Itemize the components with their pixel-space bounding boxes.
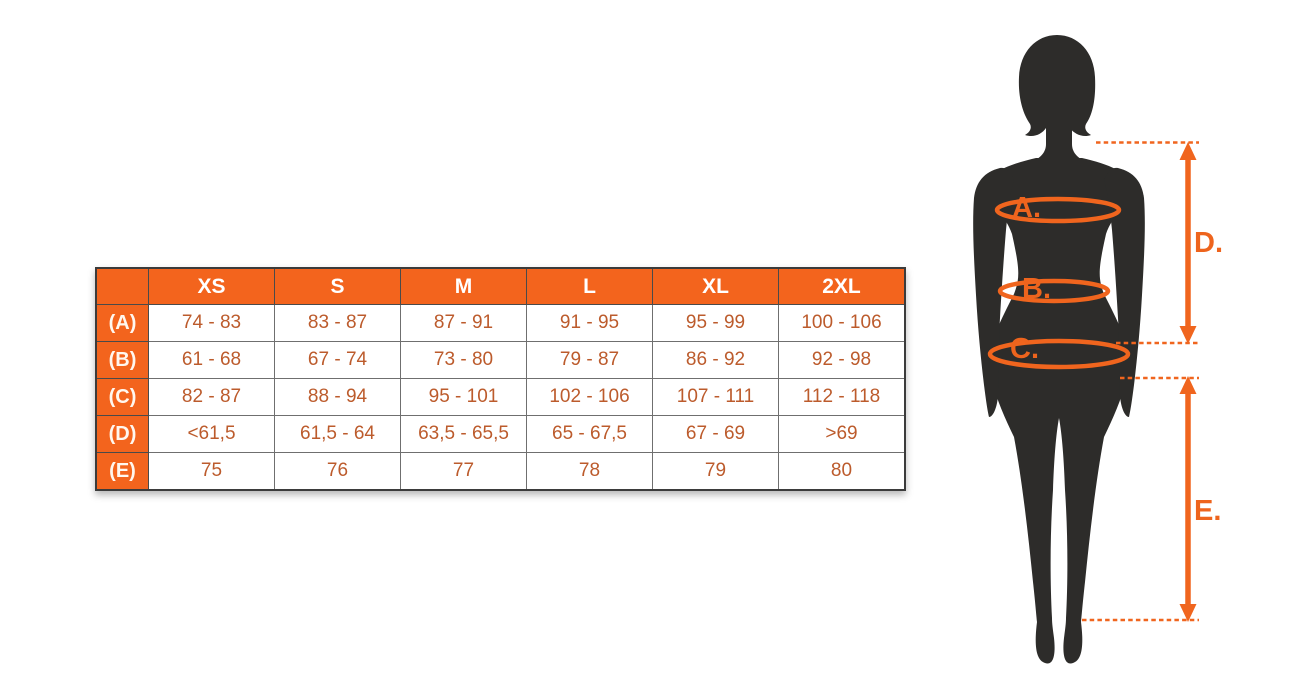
cell-e-s: 76 xyxy=(275,453,401,491)
cell-e-m: 77 xyxy=(401,453,527,491)
leg-length-label: E. xyxy=(1194,495,1222,527)
cell-d-xl: 67 - 69 xyxy=(653,416,779,453)
row-label-b: (B) xyxy=(96,342,149,379)
cell-e-l: 78 xyxy=(527,453,653,491)
cell-c-s: 88 - 94 xyxy=(275,379,401,416)
row-label-c: (C) xyxy=(96,379,149,416)
corner-cell xyxy=(96,268,149,305)
cell-b-2xl: 92 - 98 xyxy=(779,342,906,379)
cell-a-xs: 74 - 83 xyxy=(149,305,275,342)
hip-label: C. xyxy=(1010,333,1039,365)
col-header-xs: XS xyxy=(149,268,275,305)
bust-label: A. xyxy=(1012,192,1041,224)
row-label-e: (E) xyxy=(96,453,149,491)
cell-d-2xl: >69 xyxy=(779,416,906,453)
cell-e-xs: 75 xyxy=(149,453,275,491)
table-row-d xyxy=(96,416,905,453)
cell-a-2xl: 100 - 106 xyxy=(779,305,906,342)
back-length-label: D. xyxy=(1194,227,1223,259)
cell-c-2xl: 112 - 118 xyxy=(779,379,906,416)
cell-d-l: 65 - 67,5 xyxy=(527,416,653,453)
cell-c-l: 102 - 106 xyxy=(527,379,653,416)
col-header-s: S xyxy=(275,268,401,305)
table-row-a xyxy=(96,305,905,342)
col-header-2xl: 2XL xyxy=(779,268,906,305)
cell-d-s: 61,5 - 64 xyxy=(275,416,401,453)
table-row-c xyxy=(96,379,905,416)
cell-c-xl: 107 - 111 xyxy=(653,379,779,416)
measurement-figure xyxy=(940,20,1260,695)
cell-b-s: 67 - 74 xyxy=(275,342,401,379)
table-row-e xyxy=(96,453,905,491)
row-label-a: (A) xyxy=(96,305,149,342)
header-row xyxy=(96,268,905,305)
col-header-m: M xyxy=(401,268,527,305)
col-header-xl: XL xyxy=(653,268,779,305)
cell-a-m: 87 - 91 xyxy=(401,305,527,342)
cell-e-2xl: 80 xyxy=(779,453,906,491)
cell-b-xl: 86 - 92 xyxy=(653,342,779,379)
cell-d-xs: <61,5 xyxy=(149,416,275,453)
cell-e-xl: 79 xyxy=(653,453,779,491)
cell-a-xl: 95 - 99 xyxy=(653,305,779,342)
table-row-b xyxy=(96,342,905,379)
cell-b-xs: 61 - 68 xyxy=(149,342,275,379)
col-header-l: L xyxy=(527,268,653,305)
size-chart-table xyxy=(95,267,906,491)
cell-c-xs: 82 - 87 xyxy=(149,379,275,416)
waist-label: B. xyxy=(1022,273,1051,305)
cell-b-l: 79 - 87 xyxy=(527,342,653,379)
cell-a-l: 91 - 95 xyxy=(527,305,653,342)
row-label-d: (D) xyxy=(96,416,149,453)
cell-b-m: 73 - 80 xyxy=(401,342,527,379)
cell-c-m: 95 - 101 xyxy=(401,379,527,416)
cell-a-s: 83 - 87 xyxy=(275,305,401,342)
cell-d-m: 63,5 - 65,5 xyxy=(401,416,527,453)
